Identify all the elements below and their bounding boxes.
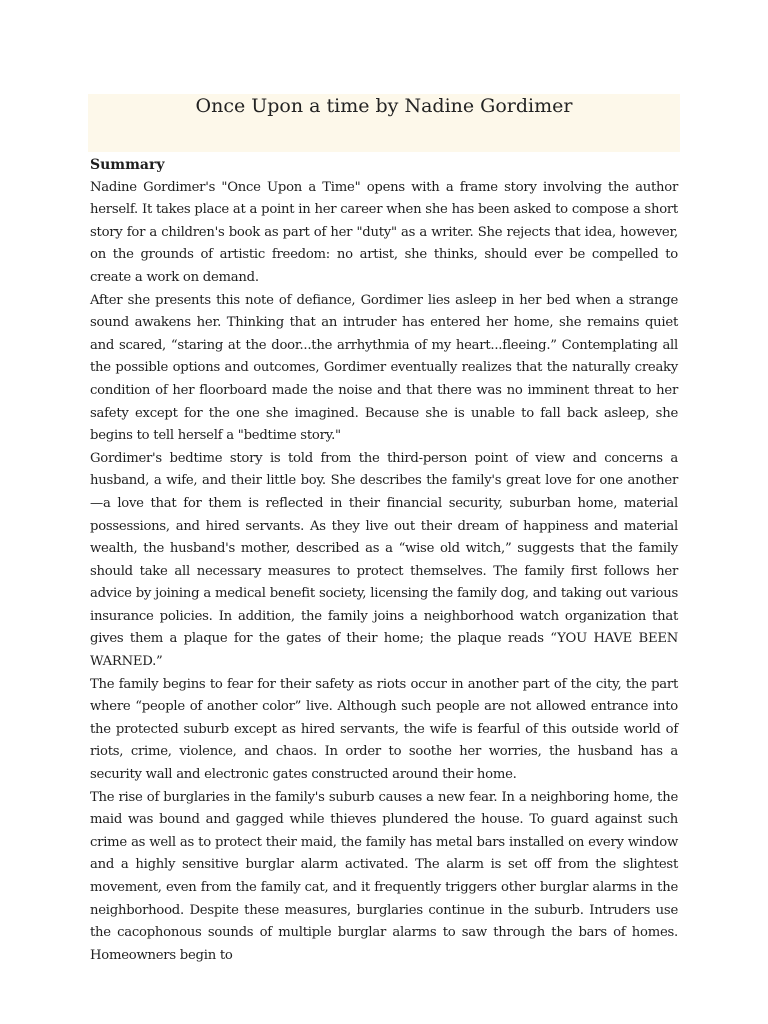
document-body xyxy=(90,154,678,967)
paragraph: The rise of burglaries in the family's suburb causes a new fear. In a neighboring home, the maid was bound and gagged while thieves plundered the house. To guard against such crime as well as to protect their maid, the family has metal bars installed on every window and a highly sensitive burglar alarm activated. The alarm is set off from the slightest movement, even from the family cat, and it frequently triggers other burglar alarms in the neighborhood. Despite these measures, burglaries continue in the suburb. Intruders use the cacophonous sounds of multiple burglar alarms to saw through the bars of homes. Homeowners begin to xyxy=(90,789,678,963)
paragraph: The family begins to fear for their safety as riots occur in another part of the city, the part where “people of another color” live. Although such people are not allowed entrance into the protected suburb except as hired servants, the wife is fearful of this outside world of riots, crime, violence, and chaos. In order to soothe her worries, the husband has a security wall and electronic gates constructed around their home. xyxy=(90,676,678,783)
title-banner xyxy=(88,94,680,152)
section-heading: Summary xyxy=(90,157,165,173)
paragraph: Nadine Gordimer's "Once Upon a Time" opens with a frame story involving the author herself. It takes place at a point in her career when she has been asked to compose a short story for a children's book as part of her "duty" as a writer. She rejects that idea, however, on the grounds of artistic freedom: no artist, she thinks, should ever be compelled to create a work on demand. xyxy=(90,179,678,285)
document-title: Once Upon a time by Nadine Gordimer xyxy=(195,95,573,117)
paragraph: Gordimer's bedtime story is told from the third-person point of view and concerns a husband, a wife, and their little boy. She describes the family's great love for one another—a love that for them is reflected in their financial security, suburban home, material possessions, and hired servants. As they live out their dream of happiness and material wealth, the husband's mother, described as a “wise old witch,” suggests that the family should take all necessary measures to protect themselves. The family first follows her advice by joining a medical benefit society, licensing the family dog, and taking out various insurance policies. In addition, the family joins a neighborhood watch organization that gives them a plaque for the gates of their home; the plaque reads “YOU HAVE BEEN WARNED.” xyxy=(90,450,678,670)
paragraph: After she presents this note of defiance, Gordimer lies asleep in her bed when a strange sound awakens her. Thinking that an intruder has entered her home, she remains quiet and scared, “staring at the door...the arrhythmia of my heart...fleeing.” Contemplating all the possible options and outcomes, Gordimer eventually realizes that the naturally creaky condition of her floorboard made the noise and that there was no imminent threat to her safety except for the one she imagined. Because she is unable to fall back asleep, she begins to tell herself a "bedtime story." xyxy=(90,292,678,444)
